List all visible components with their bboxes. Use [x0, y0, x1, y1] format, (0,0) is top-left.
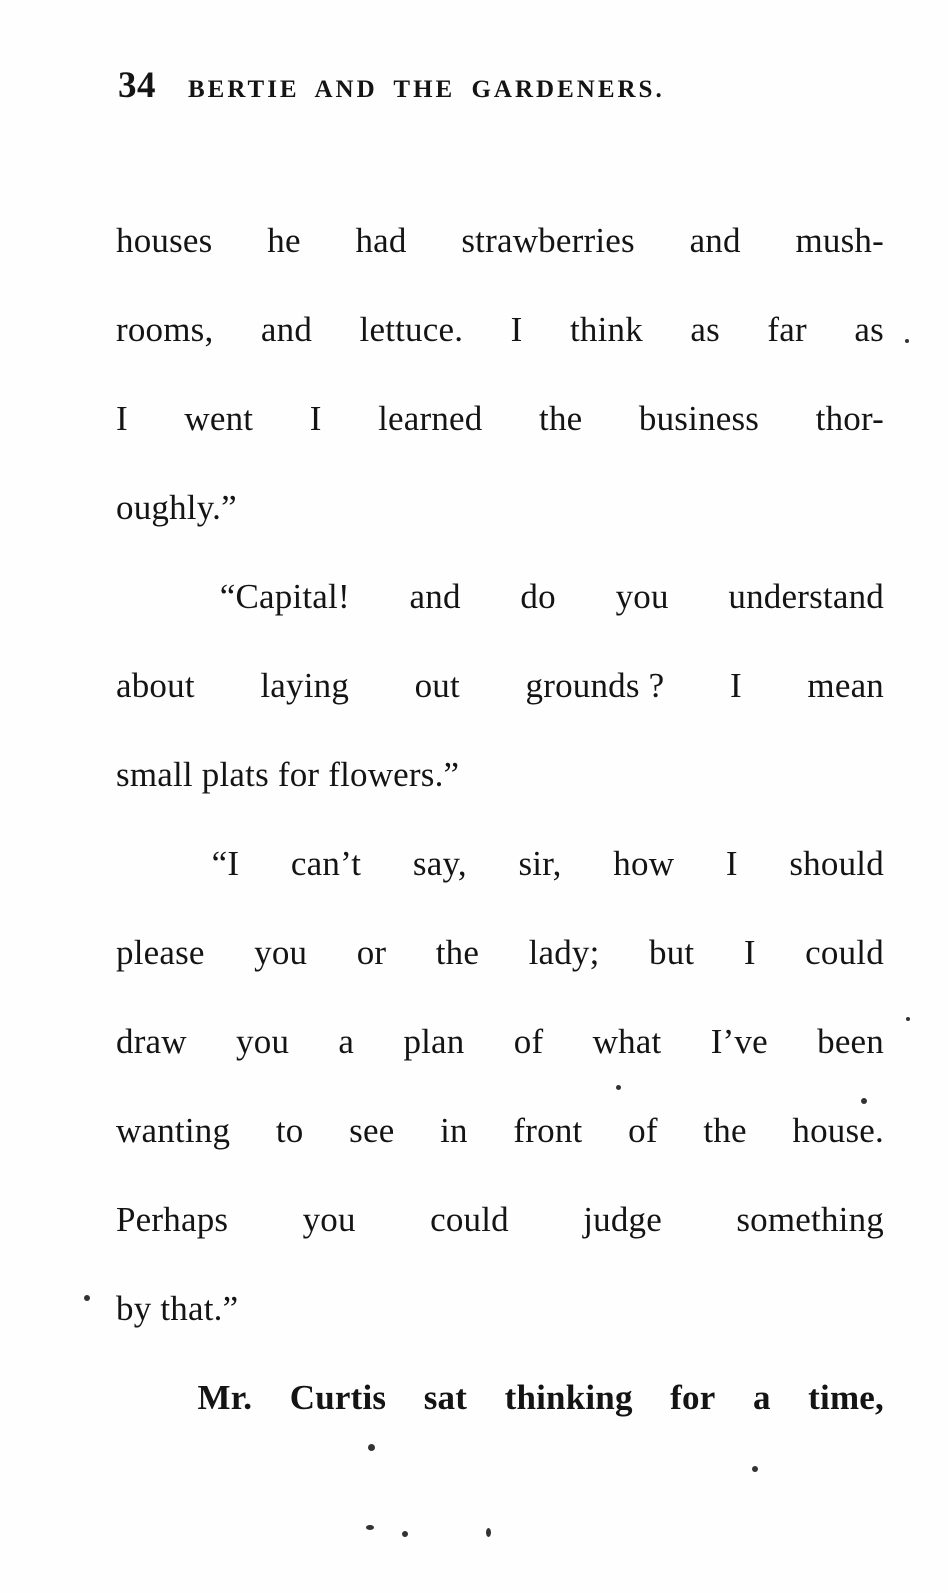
- word: the: [703, 1111, 747, 1150]
- word: by: [116, 1289, 152, 1328]
- word: that.”: [160, 1289, 239, 1328]
- paper-speck: [905, 339, 909, 343]
- word: judge: [583, 1200, 662, 1239]
- paper-speck: [84, 1295, 90, 1301]
- word: can’t: [290, 844, 362, 883]
- text-line: [116, 997, 884, 1086]
- word: mean: [807, 666, 884, 705]
- word: could: [805, 933, 884, 972]
- word: “I: [211, 844, 240, 883]
- paragraph: [116, 1353, 884, 1442]
- paper-speck: [368, 1444, 375, 1451]
- word: a: [338, 1022, 355, 1061]
- word: sir,: [518, 844, 562, 883]
- word: business: [638, 399, 760, 438]
- word: could: [430, 1200, 509, 1239]
- word: time,: [808, 1378, 884, 1417]
- word: and: [260, 310, 313, 349]
- word: “Capital!: [219, 577, 350, 616]
- word: for: [277, 755, 320, 794]
- word: please: [116, 933, 205, 972]
- word: to: [275, 1111, 304, 1150]
- word: he: [267, 221, 301, 260]
- word: you: [302, 1200, 356, 1239]
- text-line: [116, 1086, 884, 1175]
- word: you: [254, 933, 308, 972]
- paper-speck: [402, 1531, 408, 1537]
- word: had: [355, 221, 407, 260]
- word: as: [690, 310, 720, 349]
- word: say,: [412, 844, 467, 883]
- word: how: [613, 844, 675, 883]
- word: grounds ?: [525, 666, 665, 705]
- word: I’ve: [710, 1022, 768, 1061]
- word: but: [649, 933, 695, 972]
- word: the: [435, 933, 480, 972]
- word: for: [670, 1378, 716, 1417]
- word: laying: [260, 666, 350, 705]
- body-text: [116, 196, 884, 1442]
- paragraph: [116, 819, 884, 1353]
- word: rooms,: [116, 310, 214, 349]
- word: oughly.”: [116, 488, 237, 527]
- word: something: [736, 1200, 884, 1239]
- word: do: [520, 577, 556, 616]
- word: the: [539, 399, 583, 438]
- word: draw: [116, 1022, 187, 1061]
- word: and: [689, 221, 741, 260]
- text-line: [116, 463, 884, 552]
- word: been: [817, 1022, 884, 1061]
- paper-speck: [486, 1528, 491, 1537]
- word: plan: [403, 1022, 465, 1061]
- text-line: [116, 1353, 884, 1442]
- word: thor-: [815, 399, 884, 438]
- word: see: [349, 1111, 395, 1150]
- word: in: [440, 1111, 468, 1150]
- word: as: [854, 310, 884, 349]
- word: I: [743, 933, 756, 972]
- word: out: [414, 666, 460, 705]
- running-title: BERTIE AND THE GARDENERS.: [188, 76, 665, 103]
- word: wanting: [116, 1111, 231, 1150]
- word: mush-: [795, 221, 884, 260]
- word: went: [184, 399, 254, 438]
- word: and: [409, 577, 461, 616]
- word: front: [513, 1111, 583, 1150]
- word: I: [725, 844, 738, 883]
- word: of: [513, 1022, 544, 1061]
- word: I: [510, 310, 523, 349]
- word: far: [767, 310, 807, 349]
- text-line: [116, 196, 884, 285]
- word: Perhaps: [116, 1200, 229, 1239]
- word: learned: [378, 399, 483, 438]
- paragraph: [116, 196, 884, 552]
- word: you: [236, 1022, 290, 1061]
- word: lady;: [528, 933, 600, 972]
- word: should: [789, 844, 884, 883]
- text-line: [116, 730, 884, 819]
- word: or: [356, 933, 387, 972]
- word: thinking: [504, 1378, 633, 1417]
- text-line: [116, 1264, 884, 1353]
- word: a: [752, 1378, 771, 1417]
- page-number: 34: [118, 65, 156, 106]
- text-line: [116, 285, 884, 374]
- word: what: [592, 1022, 662, 1061]
- word: lettuce.: [359, 310, 464, 349]
- word: small: [116, 755, 193, 794]
- word: you: [615, 577, 669, 616]
- paper-speck: [616, 1085, 621, 1090]
- text-line: [116, 552, 884, 641]
- word: plats: [201, 755, 269, 794]
- word: sat: [423, 1378, 468, 1417]
- word: of: [628, 1111, 658, 1150]
- paper-speck: [906, 1017, 910, 1021]
- word: I: [309, 399, 322, 438]
- word: flowers.”: [328, 755, 460, 794]
- paper-speck: [861, 1098, 867, 1104]
- paragraph: [116, 552, 884, 819]
- word: Mr.: [197, 1378, 253, 1417]
- word: I: [729, 666, 742, 705]
- text-line: [116, 908, 884, 997]
- word: strawberries: [461, 221, 635, 260]
- word: understand: [728, 577, 884, 616]
- text-line: [116, 1175, 884, 1264]
- text-line: [116, 819, 884, 908]
- paper-speck: [752, 1466, 758, 1472]
- word: I: [116, 399, 128, 438]
- word: house.: [792, 1111, 884, 1150]
- running-head: [118, 64, 832, 107]
- paper-speck: [366, 1525, 374, 1530]
- word: about: [116, 666, 195, 705]
- text-line: [116, 374, 884, 463]
- word: Curtis: [289, 1378, 387, 1417]
- text-line: [116, 641, 884, 730]
- word: houses: [116, 221, 213, 260]
- word: think: [569, 310, 643, 349]
